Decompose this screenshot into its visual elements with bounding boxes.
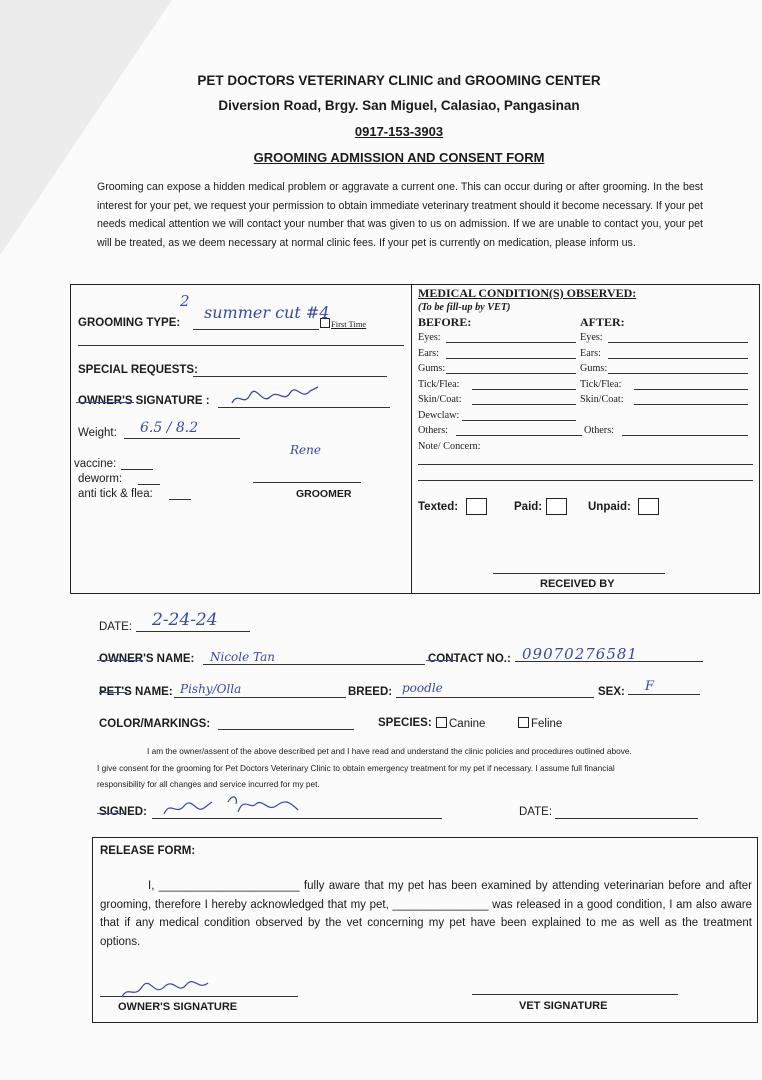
- owner-label-strike: [76, 402, 134, 403]
- after-label: AFTER:: [580, 315, 625, 329]
- admission-box: [70, 284, 760, 594]
- special-requests-line[interactable]: [193, 376, 387, 377]
- groomer-line: [253, 482, 361, 483]
- signed-signature: [158, 790, 308, 822]
- note-line-1[interactable]: [418, 464, 753, 465]
- vet-signature-line[interactable]: [472, 994, 678, 995]
- after-row-label: Tick/Flea:: [580, 378, 622, 390]
- sex-line: [628, 694, 700, 695]
- feline-label: Feline: [531, 718, 563, 730]
- signed-label: SIGNED:: [99, 806, 147, 818]
- contact-value[interactable]: 09070276581: [522, 645, 638, 663]
- after-row-label: Gums:: [580, 363, 608, 374]
- received-by-label: RECEIVED BY: [540, 578, 615, 590]
- note-line-2[interactable]: [418, 480, 753, 481]
- species-canine[interactable]: [436, 717, 485, 730]
- after-row-line[interactable]: [634, 404, 748, 405]
- date-line: [136, 631, 250, 632]
- received-by-line[interactable]: [493, 573, 665, 574]
- species-label: SPECIES:: [378, 717, 432, 729]
- first-time-label: First Time: [331, 319, 367, 329]
- weight-label: Weight:: [78, 427, 117, 439]
- grooming-extra-line: [78, 345, 404, 346]
- before-row-line[interactable]: [462, 420, 576, 421]
- before-row-label: Gums:: [418, 363, 446, 374]
- sex-value[interactable]: F: [645, 679, 655, 694]
- after-row-line[interactable]: [634, 389, 748, 390]
- before-row-line[interactable]: [446, 373, 576, 374]
- release-text: I, ______________________ fully aware that my pet has been examined by attending veterinarian before and after grooming, therefore I hereby acknowledged that my pet, _______________ was released in a good condition, I am also aware that if any medical condition observed by the vet concerning my pet have been explained to me as well as the treatment options.: [100, 880, 752, 948]
- breed-line: [396, 697, 594, 698]
- before-row-line[interactable]: [446, 358, 576, 359]
- before-row-label: Dewclaw:: [418, 409, 460, 421]
- medical-title: MEDICAL CONDITION(S) OBSERVED:: [418, 286, 637, 300]
- grooming-type-line: [193, 329, 319, 330]
- intro-paragraph: Grooming can expose a hidden medical problem or aggravate a current one. This can occur during or after grooming. In the best interest for your pet, we request your permission to obtain immediate veterinary treatment should it become necessary. If your pet needs medical attention we will contact your number that was given to us on admission. If we are unable to contact you, your pet will be treated, as we deem necessary at normal clinic fees. If your pet is currently on medication, please inform us.: [97, 181, 703, 249]
- after-row-label: Others:: [584, 425, 614, 436]
- owner-name-value[interactable]: Nicole Tan: [210, 650, 275, 664]
- after-row-label: Eyes:: [580, 332, 603, 343]
- groomer-name[interactable]: Rene: [290, 443, 321, 457]
- paid-checkbox[interactable]: [546, 498, 567, 515]
- weight-line: [124, 438, 240, 439]
- before-row-label: Tick/Flea:: [418, 378, 460, 390]
- pet-name-value[interactable]: Pishy/Olla: [180, 682, 242, 696]
- grooming-type-value[interactable]: summer cut #4: [204, 303, 330, 322]
- clinic-name: PET DOCTORS VETERINARY CLINIC and GROOMING CENTER: [197, 73, 601, 88]
- weight-value[interactable]: 6.5 / 8.2: [140, 420, 199, 436]
- pet-name-line: [174, 697, 346, 698]
- after-row-line[interactable]: [622, 435, 748, 436]
- texted-checkbox[interactable]: [466, 498, 487, 515]
- breed-label: BREED:: [348, 686, 393, 698]
- vaccine-line[interactable]: [121, 469, 153, 470]
- before-row-line[interactable]: [472, 389, 576, 390]
- color-label: COLOR/MARKINGS:: [99, 718, 211, 730]
- canine-checkbox[interactable]: [436, 717, 447, 728]
- special-requests-label: SPECIAL REQUESTS:: [78, 364, 198, 376]
- release-title: RELEASE FORM:: [100, 845, 196, 857]
- paid-label: Paid:: [514, 501, 543, 513]
- clinic-phone: 0917-153-3903: [354, 124, 444, 139]
- grooming-type-number[interactable]: 2: [180, 292, 190, 310]
- owner-signature-label: OWNER'S SIGNATURE :: [78, 395, 210, 407]
- pet-name-strike: [99, 692, 127, 693]
- after-row-label: Skin/Coat:: [580, 394, 624, 405]
- feline-checkbox[interactable]: [518, 717, 529, 728]
- before-row-label: Ears:: [418, 347, 439, 359]
- owner-name-line: [203, 664, 425, 665]
- consent-date-label: DATE:: [519, 806, 553, 818]
- owner-name-strike: [97, 660, 143, 661]
- vaccine-label: vaccine:: [74, 458, 117, 470]
- release-owner-signature-label: OWNER'S SIGNATURE: [118, 1001, 238, 1013]
- color-line[interactable]: [218, 729, 354, 730]
- contact-label: CONTACT NO.:: [428, 653, 511, 665]
- before-row-label: Eyes:: [418, 332, 441, 343]
- anti-tick-line[interactable]: [169, 499, 191, 500]
- breed-value[interactable]: poodle: [402, 681, 443, 695]
- texted-label: Texted:: [418, 501, 459, 513]
- medical-subtitle: (To be fill-up by VET): [418, 302, 511, 313]
- after-row-label: Ears:: [580, 347, 601, 359]
- first-time-checkbox[interactable]: [320, 318, 330, 328]
- form-title: GROOMING ADMISSION AND CONSENT FORM: [253, 150, 545, 165]
- consent-line-1: I am the owner/assent of the above described pet and I have read and understand the clinic policies and procedures outlined above.: [147, 746, 632, 756]
- release-owner-signature: [118, 975, 213, 1003]
- after-row-line[interactable]: [608, 342, 748, 343]
- unpaid-checkbox[interactable]: [638, 498, 659, 515]
- box-divider: [411, 284, 412, 593]
- consent-line-3: responsibility for all changes and service incurred for my pet.: [97, 779, 320, 789]
- date-label: DATE:: [99, 621, 133, 633]
- sex-label: SEX:: [598, 686, 625, 698]
- consent-line-2: I give consent for the grooming for Pet Doctors Veterinary Clinic to obtain emergency treatment for my pet if necessary. I assume full financial: [97, 763, 615, 773]
- contact-strike: [426, 660, 456, 661]
- anti-tick-label: anti tick & flea:: [78, 488, 153, 500]
- before-label: BEFORE:: [418, 315, 472, 329]
- grooming-type-label: GROOMING TYPE:: [78, 317, 181, 329]
- before-row-line[interactable]: [456, 435, 582, 436]
- deworm-label: deworm:: [78, 473, 123, 485]
- pet-name-label: PET'S NAME:: [99, 686, 173, 698]
- owner-name-label: OWNER'S NAME:: [99, 653, 195, 665]
- before-row-line[interactable]: [446, 342, 576, 343]
- before-row-label: Skin/Coat:: [418, 394, 462, 405]
- vet-signature-label: VET SIGNATURE: [519, 1000, 608, 1012]
- unpaid-label: Unpaid:: [588, 501, 631, 513]
- date-value[interactable]: 2-24-24: [152, 610, 218, 630]
- before-row-label: Others:: [418, 425, 448, 436]
- groomer-label: GROOMER: [296, 488, 352, 500]
- species-feline[interactable]: [518, 717, 562, 730]
- deworm-line[interactable]: [138, 484, 160, 485]
- after-row-line[interactable]: [608, 358, 748, 359]
- after-row-line[interactable]: [608, 373, 748, 374]
- before-row-line[interactable]: [472, 404, 576, 405]
- consent-date-line[interactable]: [555, 818, 698, 819]
- clinic-address: Diversion Road, Brgy. San Miguel, Calasiao, Pangasinan: [218, 98, 580, 113]
- owner-signature-scribble: [228, 383, 323, 411]
- canine-label: Canine: [449, 718, 486, 730]
- signed-strike: [97, 813, 125, 814]
- note-label: Note/ Concern:: [418, 441, 481, 452]
